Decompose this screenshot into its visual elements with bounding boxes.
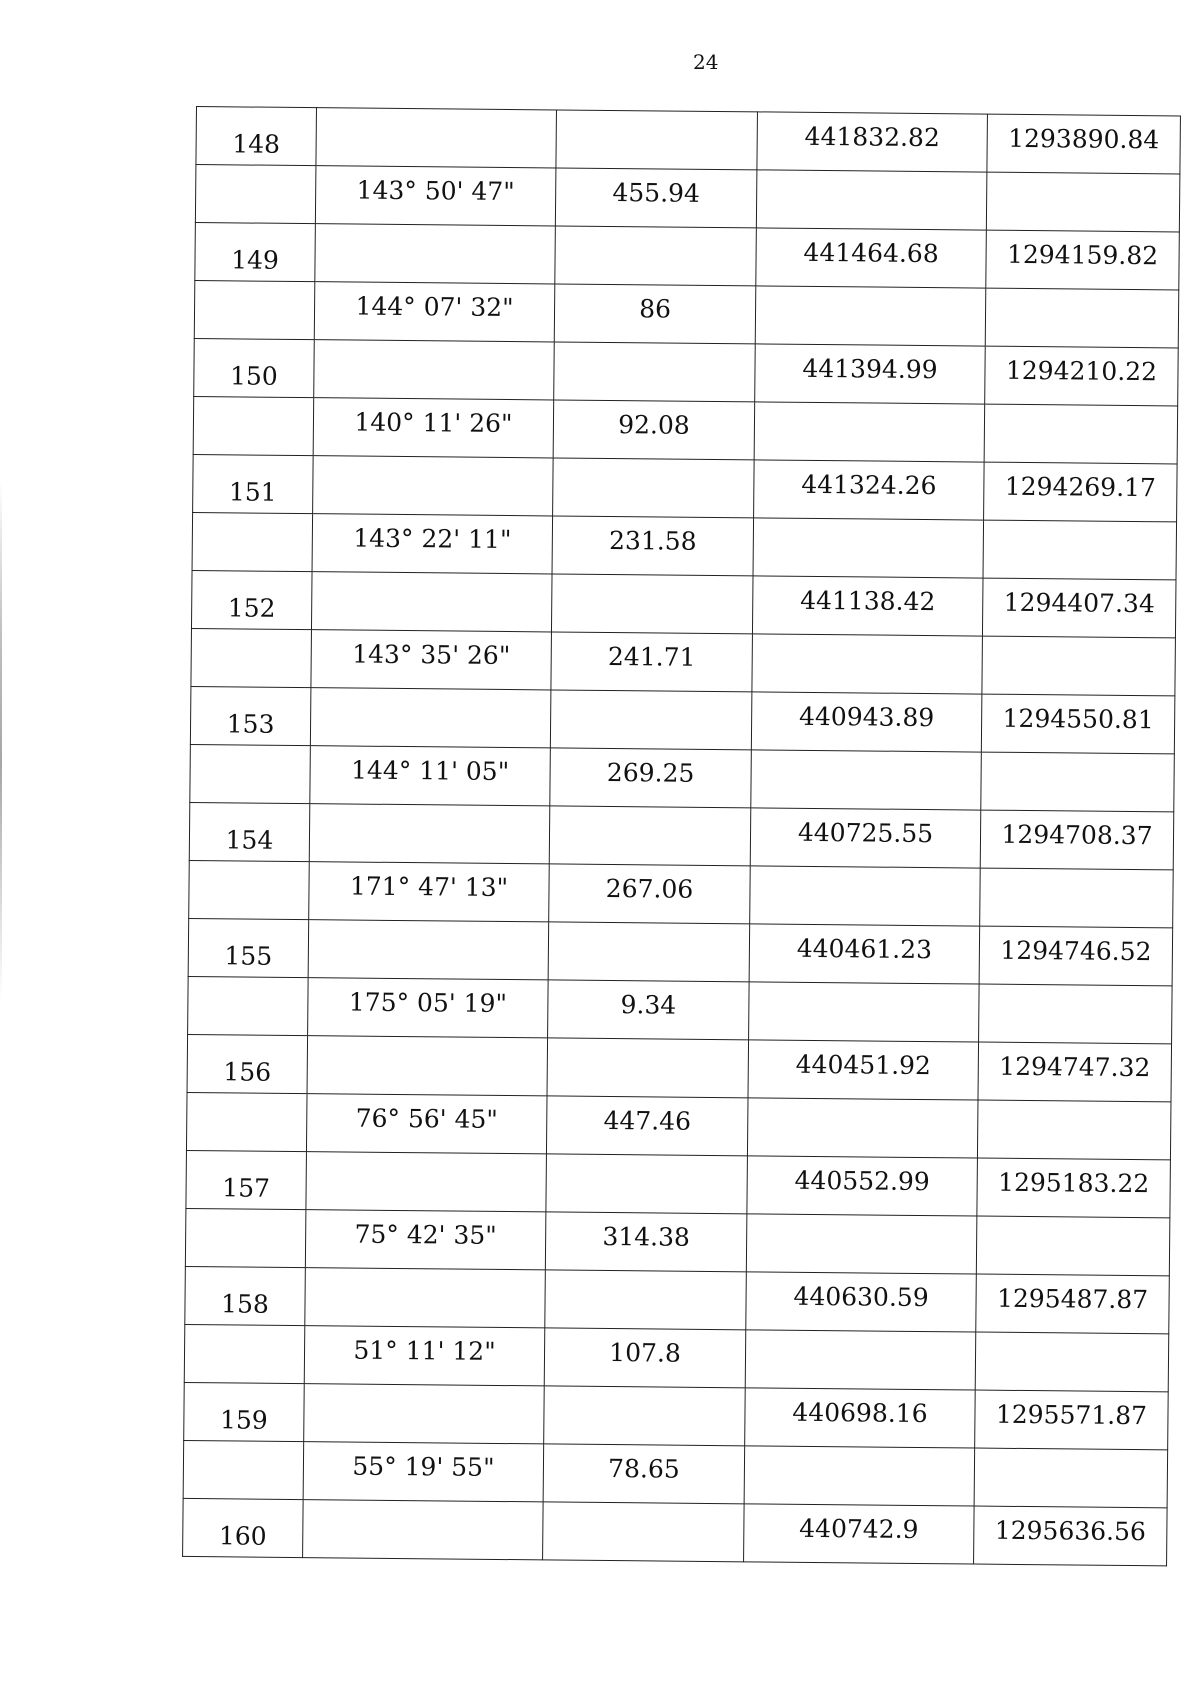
northing-cell xyxy=(754,402,985,462)
northing-cell xyxy=(746,1214,977,1274)
station-number-cell xyxy=(192,512,313,571)
station-number-cell: 156 xyxy=(187,1034,308,1093)
northing-cell xyxy=(750,866,981,926)
distance-cell: 447.46 xyxy=(546,1096,748,1156)
northing-cell: 440698.16 xyxy=(745,1388,976,1448)
northing-cell xyxy=(744,1446,975,1506)
northing-cell: 441138.42 xyxy=(752,576,983,636)
station-row xyxy=(184,1382,1169,1449)
northing-cell: 440630.59 xyxy=(746,1272,977,1332)
bearing-cell: 171° 47' 13" xyxy=(309,862,550,922)
northing-cell: 440451.92 xyxy=(748,1040,979,1100)
easting-cell xyxy=(983,520,1177,580)
distance-cell: 86 xyxy=(554,284,756,344)
distance-cell: 267.06 xyxy=(549,864,751,924)
station-number-cell xyxy=(186,1092,307,1151)
segment-row xyxy=(195,165,1180,232)
station-number-cell: 157 xyxy=(186,1150,307,1209)
station-number-cell xyxy=(188,976,309,1035)
bearing-cell xyxy=(305,1268,546,1328)
segment-row xyxy=(183,1440,1168,1507)
segment-row xyxy=(184,1324,1169,1391)
distance-cell: 269.25 xyxy=(550,748,752,808)
segment-row xyxy=(191,628,1176,695)
easting-cell xyxy=(979,984,1173,1044)
station-row xyxy=(186,1150,1171,1217)
distance-cell xyxy=(546,1154,748,1214)
station-number-cell: 149 xyxy=(195,222,316,281)
easting-cell: 1295571.87 xyxy=(975,1390,1169,1450)
bearing-cell: 143° 50' 47" xyxy=(315,166,556,226)
bearing-cell: 144° 11' 05" xyxy=(310,746,551,806)
bearing-cell xyxy=(306,1152,547,1212)
segment-row xyxy=(189,860,1174,927)
bearing-cell: 75° 42' 35" xyxy=(305,1210,546,1270)
easting-cell: 1294159.82 xyxy=(986,230,1180,290)
northing-cell: 440742.9 xyxy=(744,1504,975,1564)
station-number-cell xyxy=(191,628,312,687)
segment-row xyxy=(188,976,1173,1043)
northing-cell: 440461.23 xyxy=(749,924,980,984)
bearing-cell xyxy=(315,224,556,284)
bearing-cell: 143° 35' 26" xyxy=(311,630,552,690)
distance-cell: 107.8 xyxy=(544,1328,746,1388)
distance-cell: 231.58 xyxy=(552,516,754,576)
distance-cell xyxy=(555,226,757,286)
station-row xyxy=(189,802,1174,869)
bearing-cell: 144° 07' 32" xyxy=(314,282,555,342)
bearing-cell xyxy=(304,1384,545,1444)
station-row xyxy=(185,1266,1170,1333)
scan-edge-shadow xyxy=(0,480,2,1000)
distance-cell xyxy=(543,1502,745,1562)
station-number-cell: 154 xyxy=(189,802,310,861)
easting-cell: 1294746.52 xyxy=(979,926,1173,986)
bearing-cell xyxy=(313,456,554,516)
northing-cell: 440943.89 xyxy=(751,692,982,752)
survey-table-body xyxy=(183,107,1181,1566)
northing-cell xyxy=(747,1098,978,1158)
segment-row xyxy=(186,1092,1171,1159)
bearing-cell xyxy=(314,340,555,400)
northing-cell xyxy=(756,170,987,230)
distance-cell: 241.71 xyxy=(551,632,753,692)
station-number-cell: 152 xyxy=(191,570,312,629)
distance-cell xyxy=(549,806,751,866)
station-number-cell: 159 xyxy=(184,1382,305,1441)
station-row xyxy=(190,686,1175,753)
easting-cell xyxy=(976,1216,1170,1276)
distance-cell: 314.38 xyxy=(545,1212,747,1272)
bearing-cell: 140° 11' 26" xyxy=(313,398,554,458)
easting-cell: 1294747.32 xyxy=(978,1042,1172,1102)
distance-cell: 78.65 xyxy=(543,1444,745,1504)
easting-cell xyxy=(977,1100,1171,1160)
easting-cell: 1294550.81 xyxy=(981,694,1175,754)
bearing-cell xyxy=(303,1500,544,1560)
easting-cell: 1293890.84 xyxy=(987,114,1181,174)
station-number-cell: 151 xyxy=(193,454,314,513)
station-number-cell: 150 xyxy=(194,338,315,397)
distance-cell xyxy=(556,110,758,170)
bearing-cell: 143° 22' 11" xyxy=(312,514,553,574)
distance-cell xyxy=(547,1038,749,1098)
segment-row xyxy=(185,1208,1170,1275)
station-number-cell xyxy=(184,1324,305,1383)
northing-cell xyxy=(753,518,984,578)
easting-cell: 1295183.22 xyxy=(977,1158,1171,1218)
easting-cell: 1295487.87 xyxy=(976,1274,1170,1334)
bearing-cell xyxy=(307,1036,548,1096)
easting-cell xyxy=(982,636,1176,696)
station-number-cell: 160 xyxy=(183,1498,304,1557)
station-number-cell xyxy=(193,396,314,455)
easting-cell xyxy=(975,1332,1169,1392)
station-number-cell xyxy=(183,1440,304,1499)
station-row xyxy=(193,454,1178,521)
northing-cell: 440552.99 xyxy=(747,1156,978,1216)
distance-cell: 455.94 xyxy=(555,168,757,228)
station-row xyxy=(191,570,1176,637)
easting-cell: 1294407.34 xyxy=(982,578,1176,638)
easting-cell: 1294269.17 xyxy=(984,462,1178,522)
distance-cell xyxy=(554,342,756,402)
station-row xyxy=(195,222,1180,289)
station-number-cell: 158 xyxy=(185,1266,306,1325)
northing-cell xyxy=(749,982,980,1042)
easting-cell xyxy=(980,868,1174,928)
northing-cell: 440725.55 xyxy=(750,808,981,868)
station-row xyxy=(187,1034,1172,1101)
station-row xyxy=(194,338,1179,405)
northing-cell: 441394.99 xyxy=(755,344,986,404)
station-row xyxy=(196,107,1181,174)
bearing-cell xyxy=(309,804,550,864)
bearing-cell: 51° 11' 12" xyxy=(304,1326,545,1386)
easting-cell xyxy=(984,404,1178,464)
northing-cell xyxy=(751,750,982,810)
station-number-cell xyxy=(190,744,311,803)
easting-cell xyxy=(986,172,1180,232)
station-number-cell xyxy=(195,165,316,224)
easting-cell: 1294708.37 xyxy=(980,810,1174,870)
bearing-cell xyxy=(308,920,549,980)
northing-cell: 441832.82 xyxy=(757,112,988,172)
station-number-cell: 148 xyxy=(196,107,317,166)
page-number: 24 xyxy=(693,50,719,74)
easting-cell: 1295636.56 xyxy=(974,1506,1168,1566)
bearing-cell: 55° 19' 55" xyxy=(303,1442,544,1502)
survey-coordinates-table xyxy=(182,106,1181,1566)
station-number-cell xyxy=(185,1208,306,1267)
easting-cell xyxy=(981,752,1175,812)
station-row xyxy=(183,1498,1168,1565)
distance-cell xyxy=(544,1386,746,1446)
northing-cell: 441324.26 xyxy=(754,460,985,520)
northing-cell xyxy=(752,634,983,694)
station-number-cell: 153 xyxy=(190,686,311,745)
station-number-cell xyxy=(189,860,310,919)
segment-row xyxy=(194,280,1179,347)
bearing-cell xyxy=(316,108,557,168)
segment-row xyxy=(190,744,1175,811)
northing-cell xyxy=(755,286,986,346)
distance-cell xyxy=(550,690,752,750)
northing-cell: 441464.68 xyxy=(756,228,987,288)
distance-cell: 92.08 xyxy=(553,400,755,460)
distance-cell xyxy=(545,1270,747,1330)
station-number-cell: 155 xyxy=(188,918,309,977)
segment-row xyxy=(193,396,1178,463)
station-number-cell xyxy=(194,280,315,339)
bearing-cell xyxy=(310,688,551,748)
bearing-cell: 175° 05' 19" xyxy=(308,978,549,1038)
station-row xyxy=(188,918,1173,985)
distance-cell xyxy=(551,574,753,634)
bearing-cell xyxy=(311,572,552,632)
easting-cell xyxy=(985,288,1179,348)
distance-cell: 9.34 xyxy=(548,980,750,1040)
easting-cell: 1294210.22 xyxy=(985,346,1179,406)
easting-cell xyxy=(974,1448,1168,1508)
bearing-cell: 76° 56' 45" xyxy=(306,1094,547,1154)
segment-row xyxy=(192,512,1177,579)
distance-cell xyxy=(548,922,750,982)
northing-cell xyxy=(745,1330,976,1390)
distance-cell xyxy=(553,458,755,518)
